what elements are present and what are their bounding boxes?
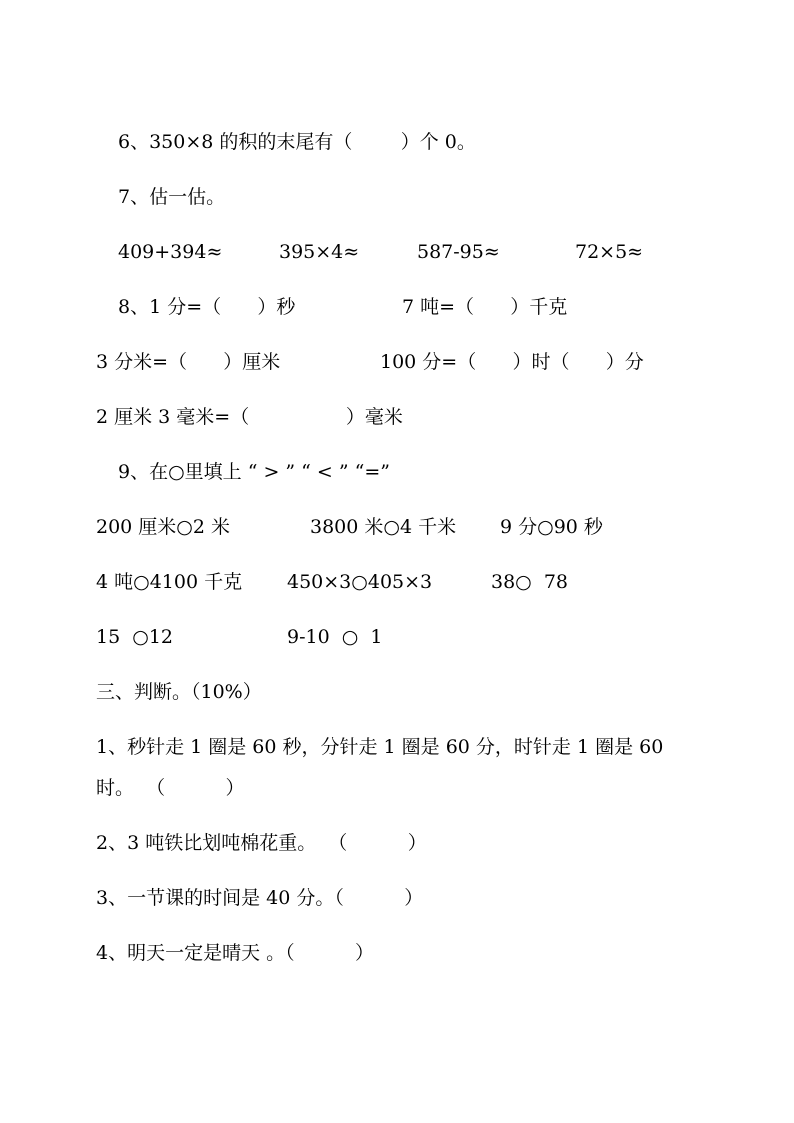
compare-item-1: 200 厘米○2 米: [96, 516, 231, 538]
compare-item-5: 450×3○405×3: [287, 571, 433, 593]
q8-item-4: 100 分=（ ）时（ ）分: [380, 351, 644, 373]
judge-item-1-cont: 时。 （ ）: [96, 777, 245, 799]
judge-item-2: 2、3 吨铁比划吨棉花重。 （ ）: [96, 832, 427, 854]
judge-item-1: 1、秒针走 1 圈是 60 秒，分针走 1 圈是 60 分，时针走 1 圈是 60: [96, 736, 664, 758]
compare-item-8: 9-10 ○ 1: [287, 626, 383, 648]
compare-item-3: 9 分○90 秒: [500, 516, 603, 538]
estimate-item-2: 395×4≈: [279, 241, 360, 263]
q9-heading: 9、在○里填上 “ > ” “ < ” “=”: [118, 461, 390, 483]
q8-item-3: 3 分米=（ ）厘米: [96, 351, 281, 373]
q6-text: 6、350×8 的积的末尾有（ ）个 0。: [118, 131, 476, 153]
estimate-item-3: 587-95≈: [417, 241, 500, 263]
judge-item-4: 4、明天一定是晴天 。（ ）: [96, 942, 375, 964]
q7-heading: 7、估一估。: [118, 186, 226, 208]
compare-item-6: 38○ 78: [491, 571, 569, 593]
judge-item-3: 3、一节课的时间是 40 分。（ ）: [96, 887, 424, 909]
q8-item-1: 8、1 分=（ ）秒: [118, 296, 296, 318]
compare-item-4: 4 吨○4100 千克: [96, 571, 243, 593]
q8-item-2: 7 吨=（ ）千克: [402, 296, 568, 318]
compare-item-7: 15 ○12: [96, 626, 174, 648]
estimate-item-1: 409+394≈: [118, 241, 223, 263]
estimate-item-4: 72×5≈: [575, 241, 644, 263]
q8-item-5: 2 厘米 3 毫米=（ ）毫米: [96, 406, 403, 428]
section-3-heading: 三、判断。（10%）: [96, 681, 262, 703]
compare-item-2: 3800 米○4 千米: [310, 516, 457, 538]
